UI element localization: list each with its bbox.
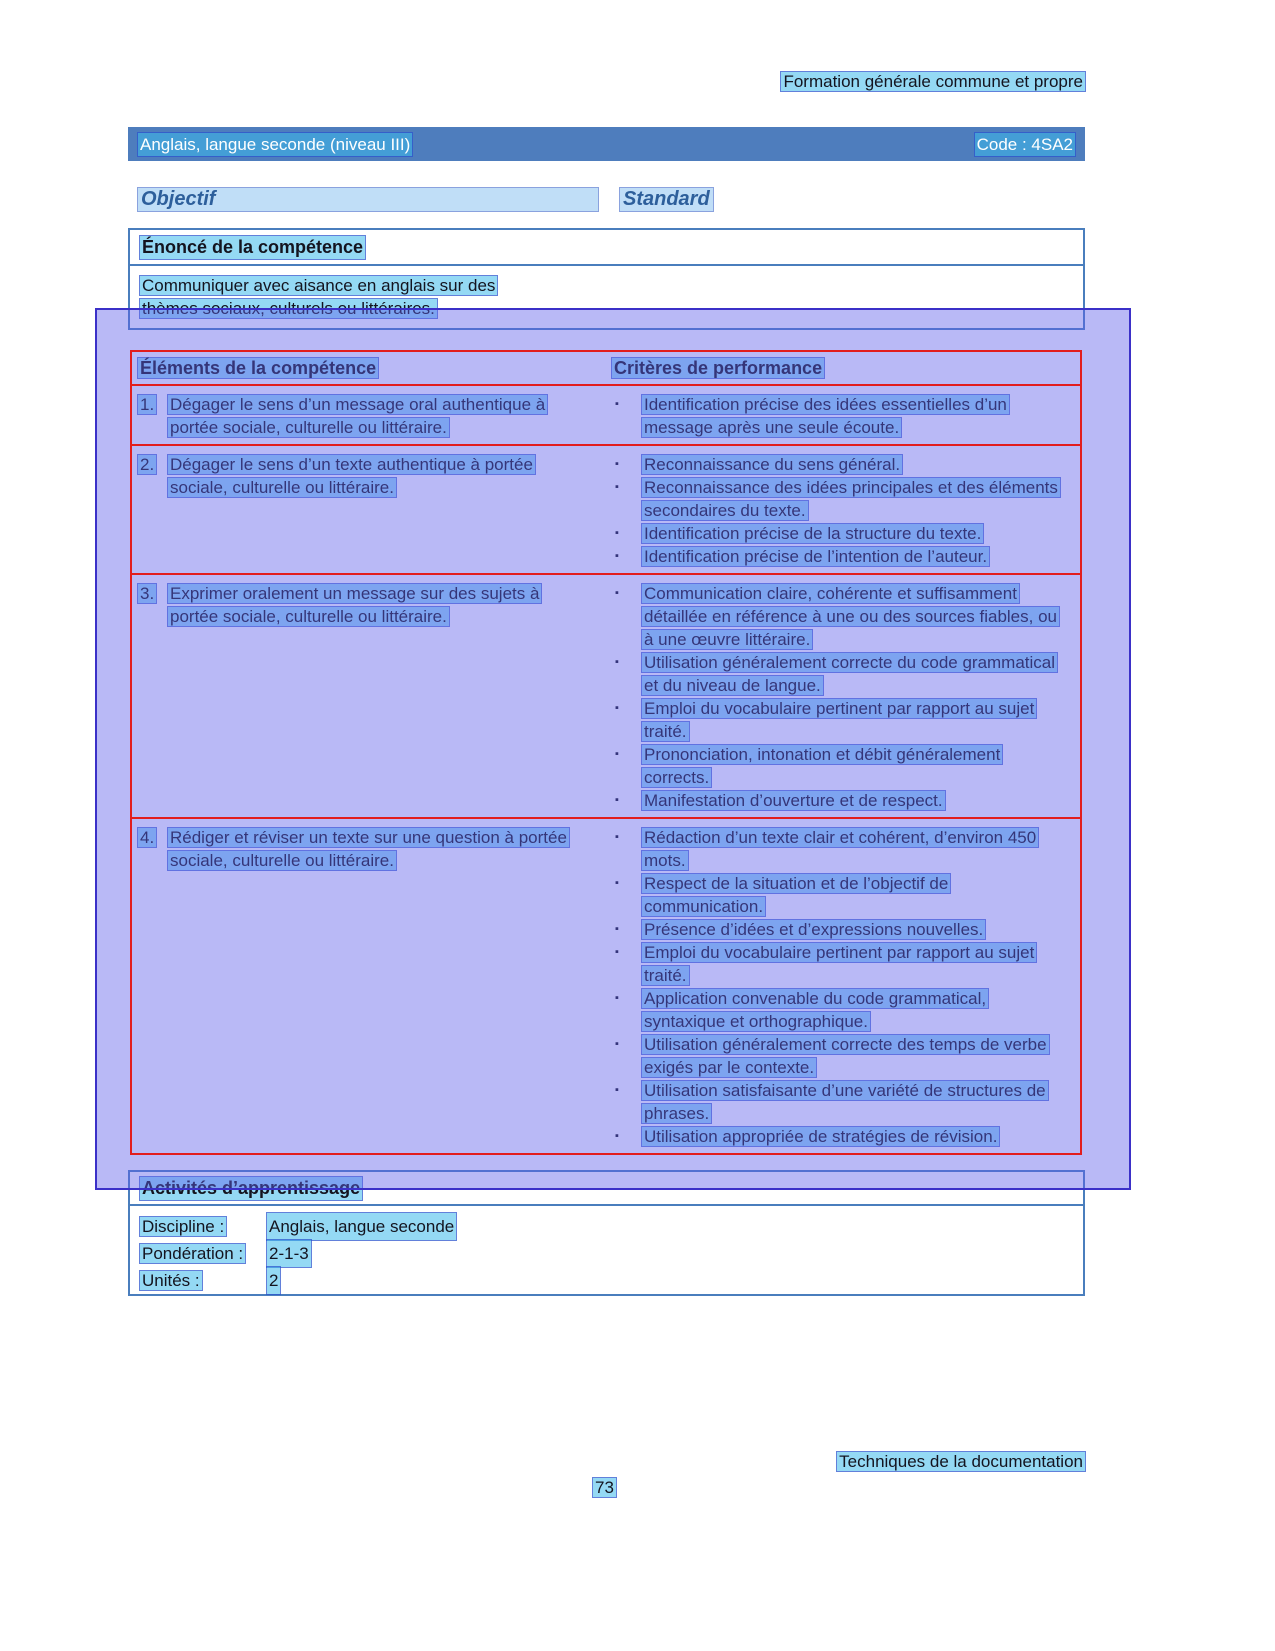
unites-value: 2 bbox=[267, 1267, 280, 1294]
criteria-item bbox=[612, 545, 1076, 568]
activities-heading: Activités d’apprentissage bbox=[142, 1177, 361, 1198]
criteria-text: Respect de la situation et de l’objectif de communication. bbox=[644, 874, 949, 916]
element-text: Rédiger et réviser un texte sur une question à portée sociale, culturelle ou littéraire. bbox=[170, 828, 567, 870]
bullet-icon: ▪ bbox=[615, 481, 619, 493]
element-text: Dégager le sens d’un message oral authentique à portée sociale, culturelle ou littéraire. bbox=[170, 395, 546, 437]
criteria-item bbox=[612, 1033, 1076, 1079]
element-number: 2. bbox=[140, 455, 155, 474]
criteria-text: Reconnaissance des idées principales et des éléments secondaires du texte. bbox=[644, 478, 1058, 520]
enonce-heading: Énoncé de la compétence bbox=[142, 236, 364, 257]
enonce-body-text: Communiquer avec aisance en anglais sur des thèmes sociaux, culturels ou littéraires. bbox=[142, 276, 496, 318]
criteria-item bbox=[612, 476, 1076, 522]
bullet-icon: ▪ bbox=[615, 398, 619, 410]
criteria-item bbox=[612, 941, 1076, 987]
criteria-text: Utilisation appropriée de stratégies de révision. bbox=[644, 1127, 998, 1146]
bullet-icon: ▪ bbox=[615, 877, 619, 889]
criteria-text: Reconnaissance du sens général. bbox=[644, 455, 901, 474]
criteres-column-header: Critères de performance bbox=[614, 357, 823, 378]
discipline-row bbox=[140, 1213, 1073, 1240]
table-row bbox=[130, 819, 1082, 1155]
criteria-text: Rédaction d’un texte clair et cohérent, d’environ 450 mots. bbox=[644, 828, 1037, 870]
page-number-text: 73 bbox=[595, 1478, 614, 1497]
criteria-item bbox=[612, 651, 1076, 697]
ponderation-label: Pondération : bbox=[142, 1244, 244, 1263]
bullet-icon: ▪ bbox=[615, 794, 619, 806]
table-row bbox=[130, 575, 1082, 819]
element-number: 4. bbox=[140, 828, 155, 847]
objectif-heading: Objectif bbox=[138, 188, 598, 211]
criteria-text: Application convenable du code grammatical, syntaxique et orthographique. bbox=[644, 989, 987, 1031]
element-cell bbox=[130, 582, 612, 812]
course-title-bar bbox=[128, 127, 1085, 161]
ponderation-value: 2-1-3 bbox=[267, 1240, 311, 1267]
elements-column-header: Éléments de la compétence bbox=[140, 357, 377, 378]
criteria-text: Identification précise de l’intention de l’auteur. bbox=[644, 547, 988, 566]
bullet-icon: ▪ bbox=[615, 458, 619, 470]
bullet-icon: ▪ bbox=[615, 1084, 619, 1096]
bullet-icon: ▪ bbox=[615, 702, 619, 714]
criteria-text: Utilisation satisfaisante d’une variété de structures de phrases. bbox=[644, 1081, 1046, 1123]
criteria-text: Prononciation, intonation et débit généralement corrects. bbox=[644, 745, 1001, 787]
criteria-text: Identification précise des idées essentielles d’un message après une seule écoute. bbox=[644, 395, 1007, 437]
header-note bbox=[781, 70, 1085, 93]
footer-program-name bbox=[837, 1450, 1085, 1473]
bullet-icon: ▪ bbox=[615, 992, 619, 1004]
enonce-heading-box bbox=[128, 228, 1085, 266]
criteria-cell bbox=[612, 453, 1082, 568]
bullet-icon: ▪ bbox=[615, 550, 619, 562]
criteria-item bbox=[612, 872, 1076, 918]
element-number: 3. bbox=[140, 584, 155, 603]
criteria-cell bbox=[612, 393, 1082, 439]
criteria-text: Communication claire, cohérente et suffisamment détaillée en référence à une ou des sources fiables, ou à une œuvre littéraire. bbox=[644, 584, 1057, 649]
objectif-standard-row bbox=[128, 188, 1085, 216]
criteria-item bbox=[612, 1079, 1076, 1125]
competence-table-header bbox=[130, 350, 1082, 386]
criteria-item bbox=[612, 918, 1076, 941]
course-title: Anglais, langue seconde (niveau III) bbox=[140, 134, 411, 154]
criteria-text: Utilisation généralement correcte des temps de verbe exigés par le contexte. bbox=[644, 1035, 1047, 1077]
header-note-text: Formation générale commune et propre bbox=[783, 72, 1083, 91]
element-cell bbox=[130, 393, 612, 439]
criteria-item bbox=[612, 522, 1076, 545]
discipline-label: Discipline : bbox=[142, 1217, 225, 1236]
competence-table bbox=[130, 350, 1082, 1155]
criteria-item bbox=[612, 987, 1076, 1033]
standard-heading: Standard bbox=[620, 188, 713, 211]
bullet-icon: ▪ bbox=[615, 1038, 619, 1050]
criteria-item bbox=[612, 697, 1076, 743]
unites-label: Unités : bbox=[142, 1271, 200, 1290]
footer-program-text: Techniques de la documentation bbox=[839, 1452, 1083, 1471]
criteria-item bbox=[612, 1125, 1076, 1148]
criteria-text: Utilisation généralement correcte du code grammatical et du niveau de langue. bbox=[644, 653, 1056, 695]
criteria-item bbox=[612, 789, 1076, 812]
criteria-text: Présence d’idées et d’expressions nouvelles. bbox=[644, 920, 984, 939]
bullet-icon: ▪ bbox=[615, 1130, 619, 1142]
criteria-cell bbox=[612, 826, 1082, 1148]
criteria-text: Emploi du vocabulaire pertinent par rapport au sujet traité. bbox=[644, 699, 1035, 741]
bullet-icon: ▪ bbox=[615, 831, 619, 843]
activities-heading-box bbox=[128, 1170, 1085, 1206]
bullet-icon: ▪ bbox=[615, 748, 619, 760]
element-text: Dégager le sens d’un texte authentique à portée sociale, culturelle ou littéraire. bbox=[170, 455, 533, 497]
course-code: Code : 4SA2 bbox=[976, 134, 1073, 154]
criteria-cell bbox=[612, 582, 1082, 812]
criteria-item bbox=[612, 582, 1076, 651]
criteria-item bbox=[612, 826, 1076, 872]
bullet-icon: ▪ bbox=[615, 946, 619, 958]
discipline-value: Anglais, langue seconde bbox=[267, 1213, 456, 1240]
element-text: Exprimer oralement un message sur des sujets à portée sociale, culturelle ou littéraire. bbox=[170, 584, 540, 626]
criteria-text: Identification précise de la structure du texte. bbox=[644, 524, 982, 543]
page-number bbox=[593, 1476, 616, 1499]
criteria-text: Manifestation d’ouverture et de respect. bbox=[644, 791, 943, 810]
bullet-icon: ▪ bbox=[615, 527, 619, 539]
element-cell bbox=[130, 453, 612, 568]
bullet-icon: ▪ bbox=[615, 923, 619, 935]
unites-row bbox=[140, 1267, 1073, 1294]
bullet-icon: ▪ bbox=[615, 656, 619, 668]
table-row bbox=[130, 446, 1082, 575]
activities-body-box bbox=[128, 1204, 1085, 1296]
criteria-item bbox=[612, 453, 1076, 476]
ponderation-row bbox=[140, 1240, 1073, 1267]
element-number: 1. bbox=[140, 395, 155, 414]
enonce-body-box bbox=[128, 264, 1085, 330]
bullet-icon: ▪ bbox=[615, 587, 619, 599]
criteria-item bbox=[612, 393, 1076, 439]
criteria-item bbox=[612, 743, 1076, 789]
element-cell bbox=[130, 826, 612, 1148]
criteria-text: Emploi du vocabulaire pertinent par rapport au sujet traité. bbox=[644, 943, 1035, 985]
table-row bbox=[130, 386, 1082, 446]
